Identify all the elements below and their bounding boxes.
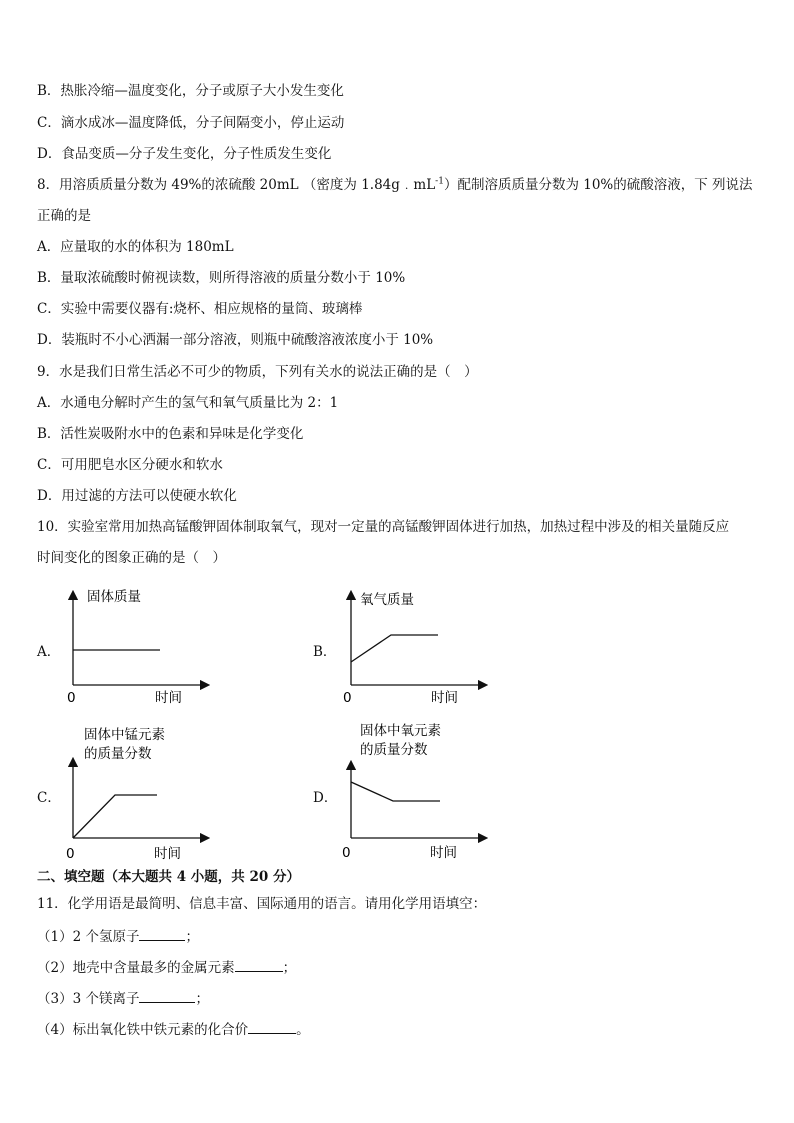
q11-item-1: [37, 926, 199, 946]
graph-a: [60, 585, 210, 710]
q11-item-2: [37, 957, 296, 977]
q7-option-b: B．热胀冷缩—温度变化，分子或原子大小发生变化: [37, 83, 344, 99]
q7-option-d: D．食品变质—分子发生变化，分子性质发生变化: [37, 146, 332, 162]
graph-d-option-label: D．: [313, 790, 338, 806]
graph-c-option-label: C．: [37, 790, 61, 806]
section-2-title: 二、填空题（本大题共 4 小题，共 20 分）: [37, 869, 300, 885]
q9-option-c: C．可用肥皂水区分硬水和软水: [37, 457, 223, 473]
q11-item-2-punct: ；: [282, 960, 297, 976]
q10-stem-line2: 时间变化的图象正确的是（ ）: [37, 550, 226, 566]
q8-stem-part1: 8．用溶质质量分数为 49%的浓硫酸 20mL （密度为 1.84g﹒mL: [37, 177, 436, 193]
q9-option-a: A．水通电分解时产生的氢气和氧气质量比为 2：1: [37, 395, 339, 411]
graph-c-origin: 0: [66, 846, 75, 862]
q9-stem: 9．水是我们日常生活必不可少的物质，下列有关水的说法正确的是（ ）: [37, 364, 478, 380]
q11-item-2-text: （2）地壳中含量最多的金属元素: [37, 960, 235, 976]
graph-c: [60, 720, 210, 865]
q11-item-4-punct: 。: [296, 1022, 310, 1038]
graph-d-origin: 0: [342, 845, 351, 861]
graph-b-option-label: B．: [313, 644, 337, 660]
graph-b-x-label: 时间: [431, 690, 458, 706]
q11-item-4: [37, 1019, 310, 1039]
q8-option-d: D．装瓶时不小心洒漏一部分溶液，则瓶中硫酸溶液浓度小于 10%: [37, 332, 434, 348]
q11-item-1-blank[interactable]: [139, 926, 185, 941]
graph-d-y-label-line2: 的质量分数: [360, 742, 428, 758]
graph-b: [338, 585, 488, 710]
q11-item-2-blank[interactable]: [235, 957, 283, 972]
graph-d-x-label: 时间: [430, 845, 457, 861]
graph-a-y-label: 固体质量: [87, 589, 141, 605]
q11-item-4-blank[interactable]: [248, 1019, 296, 1034]
graph-a-x-label: 时间: [155, 690, 182, 706]
q7-option-c: C．滴水成冰—温度降低，分子间隔变小，停止运动: [37, 115, 345, 131]
graph-a-option-label: A．: [37, 644, 61, 660]
graph-d-y-label-line1: 固体中氧元素: [360, 723, 441, 739]
graph-c-curve: [73, 795, 157, 838]
q8-option-c: C．实验中需要仪器有:烧杯、相应规格的量筒、玻璃棒: [37, 301, 363, 317]
q11-item-4-text: （4）标出氧化铁中铁元素的化合价: [37, 1022, 249, 1038]
q8-stem-line2: 正确的是: [37, 208, 91, 224]
graph-c-y-label-line2: 的质量分数: [84, 746, 152, 762]
q8-stem-superscript: -1: [435, 176, 444, 187]
q9-option-b: B．活性炭吸附水中的色素和异味是化学变化: [37, 426, 304, 442]
q11-item-3-punct: ；: [195, 991, 209, 1007]
q8-option-a: A．应量取的水的体积为 180mL: [37, 239, 234, 255]
q8-stem-part2: ）配制溶质质量分数为 10%的硫酸溶液，下 列说法: [443, 177, 753, 193]
q8-option-b: B．量取浓硫酸时俯视读数，则所得溶液的质量分数小于 10%: [37, 270, 406, 286]
q8-stem: [37, 176, 753, 194]
q11-item-3-text: （3）3 个镁离子: [37, 991, 140, 1007]
graph-c-y-label-line1: 固体中锰元素: [84, 727, 165, 743]
q11-item-1-punct: ；: [185, 929, 199, 945]
q11-item-1-text: （1）2 个氢原子: [37, 929, 140, 945]
q10-stem-line1: 10．实验室常用加热高锰酸钾固体制取氧气，现对一定量的高锰酸钾固体进行加热，加热过程中涉及的相关量随反应: [37, 519, 730, 535]
graph-d: [338, 715, 488, 865]
q11-stem: 11．化学用语是最简明、信息丰富、国际通用的语言。请用化学用语填空：: [37, 896, 487, 912]
graph-b-origin: 0: [343, 690, 352, 706]
q11-item-3: [37, 988, 209, 1008]
q9-option-d: D．用过滤的方法可以使硬水软化: [37, 488, 237, 504]
graph-d-curve: [351, 782, 440, 801]
graph-b-curve: [351, 635, 438, 662]
graph-b-y-label: 氧气质量: [360, 592, 414, 608]
graph-c-x-label: 时间: [154, 846, 181, 862]
q11-item-3-blank[interactable]: [139, 988, 195, 1003]
graph-a-origin: 0: [67, 690, 76, 706]
